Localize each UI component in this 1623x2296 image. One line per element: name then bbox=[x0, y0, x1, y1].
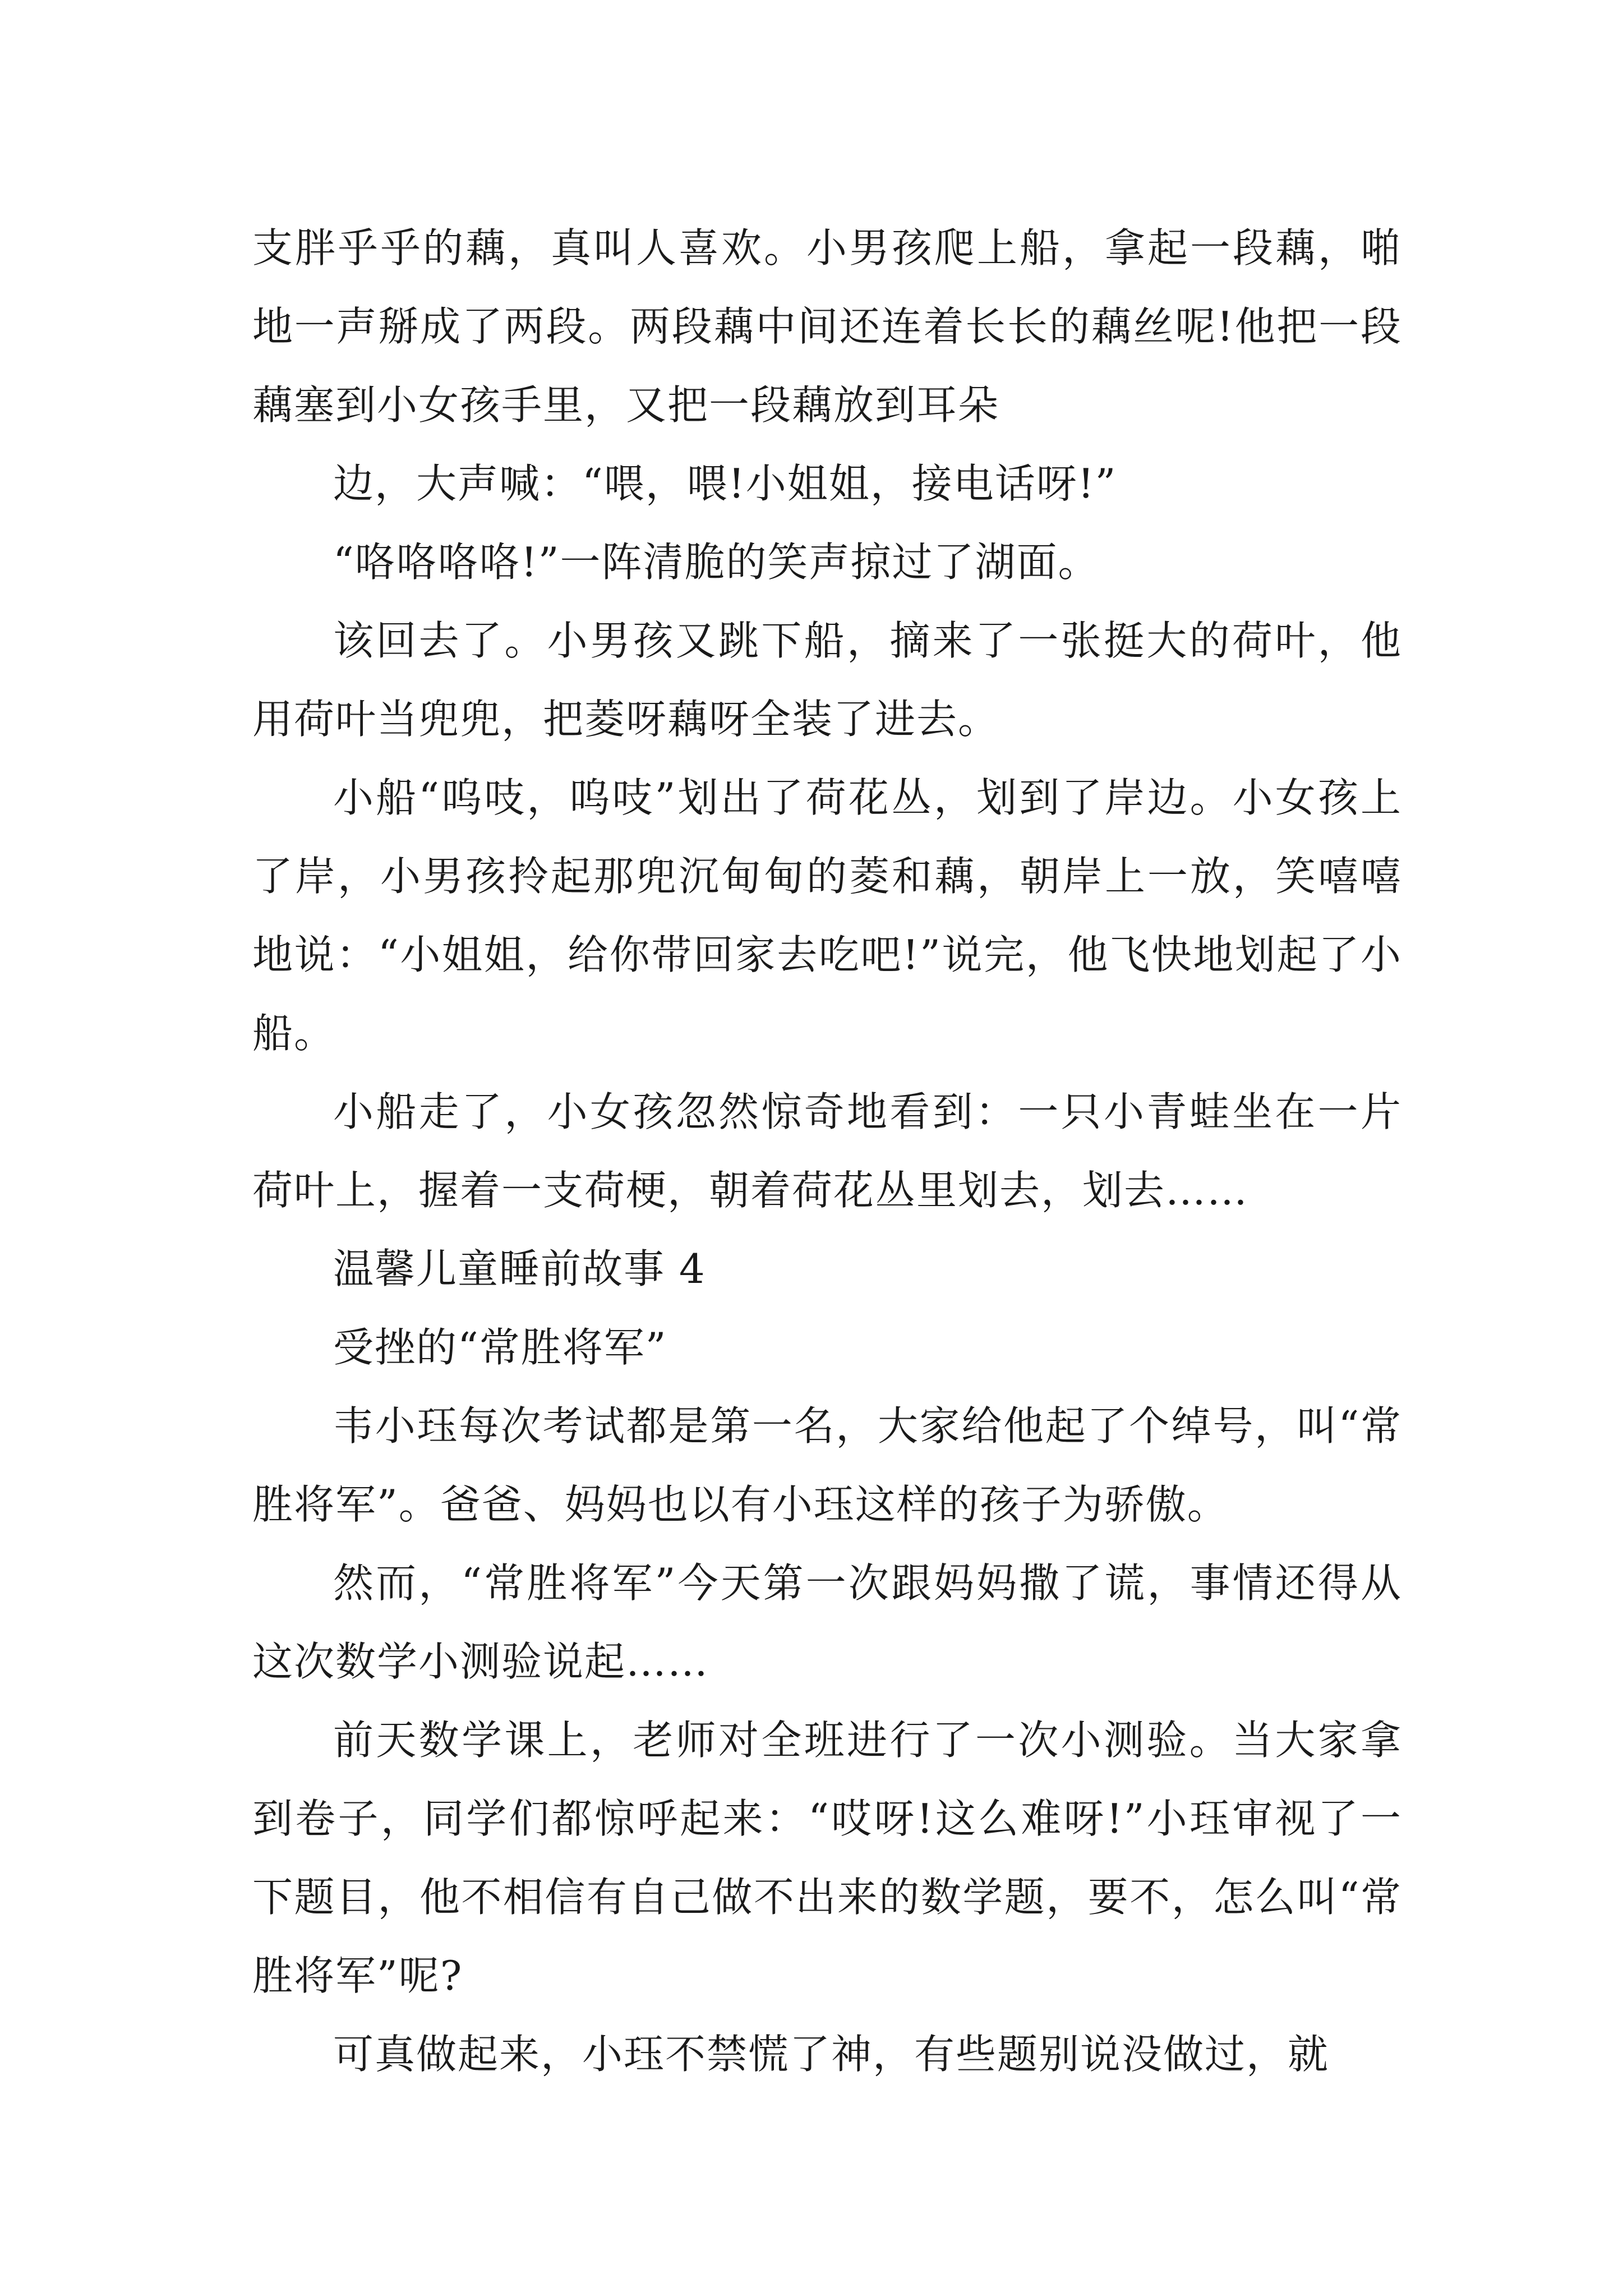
paragraph: 然而，“常胜将军”今天第一次跟妈妈撒了谎，事情还得从这次数学小测验说起…… bbox=[252, 1559, 1402, 1685]
paragraph: 前天数学课上，老师对全班进行了一次小测验。当大家拿到卷子，同学们都惊呼起来：“哎呀!这么难呀!”小珏审视了一下题目，他不相信有自己做不出来的数学题，要不，怎么叫“常胜将军”呢? bbox=[252, 1717, 1402, 1999]
paragraph: 小船走了，小女孩忽然惊奇地看到：一只小青蛙坐在一片荷叶上，握着一支荷梗，朝着荷花丛里划去，划去…… bbox=[252, 1088, 1402, 1214]
paragraph: 韦小珏每次考试都是第一名，大家给他起了个绰号，叫“常胜将军”。爸爸、妈妈也以有小珏这样的孩子为骄傲。 bbox=[252, 1402, 1402, 1528]
paragraph: 边，大声喊：“喂，喂!小姐姐，接电话呀!” bbox=[333, 460, 1117, 507]
paragraph: 可真做起来，小珏不禁慌了神，有些题别说没做过，就 bbox=[333, 2031, 1330, 2078]
paragraph: 支胖乎乎的藕，真叫人喜欢。小男孩爬上船，拿起一段藕，啪地一声掰成了两段。两段藕中间还连着长长的藕丝呢!他把一段藕塞到小女孩手里，又把一段藕放到耳朵 bbox=[252, 224, 1402, 429]
story-title: 受挫的“常胜将军” bbox=[333, 1324, 667, 1371]
section-heading: 温馨儿童睡前故事 4 bbox=[333, 1245, 706, 1292]
paragraph: “咯咯咯咯!”一阵清脆的笑声掠过了湖面。 bbox=[333, 539, 1100, 586]
paragraph: 该回去了。小男孩又跳下船，摘来了一张挺大的荷叶，他用荷叶当兜兜，把菱呀藕呀全装了进去。 bbox=[252, 617, 1402, 743]
paragraph: 小船“呜吱，呜吱”划出了荷花丛，划到了岸边。小女孩上了岸，小男孩拎起那兜沉甸甸的菱和藕，朝岸上一放，笑嘻嘻地说：“小姐姐，给你带回家去吃吧!”说完，他飞快地划起了小船。 bbox=[252, 774, 1402, 1057]
story-text bbox=[252, 209, 1402, 2093]
